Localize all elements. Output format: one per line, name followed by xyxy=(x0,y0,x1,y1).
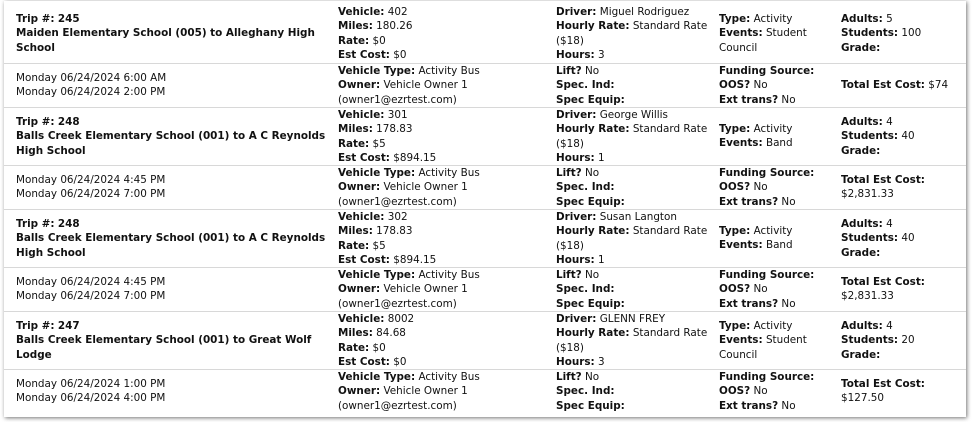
trip-end-time: Monday 06/24/2024 7:00 PM xyxy=(16,290,166,303)
oos-label: OOS? xyxy=(719,385,751,398)
vehicle-value: 302 xyxy=(387,211,408,223)
trip-route: Balls Creek Elementary School (001) to Great Wolf Lodge xyxy=(16,334,312,361)
driver-value: Miguel Rodriguez xyxy=(599,6,690,18)
trip-end-time: Monday 06/24/2024 7:00 PM xyxy=(16,188,166,201)
driver-info xyxy=(556,210,714,267)
driver-label: Driver: xyxy=(556,313,597,325)
events-value: Band xyxy=(765,239,793,252)
hours-value: 1 xyxy=(598,151,605,164)
students-value: 20 xyxy=(901,334,915,347)
vehicle-owner-info xyxy=(338,64,548,107)
vehicle-type-label: Vehicle Type: xyxy=(338,167,416,179)
oos-label: OOS? xyxy=(719,181,751,194)
driver-value: George Willis xyxy=(599,109,668,121)
ext-trans-value: No xyxy=(781,399,796,412)
vehicle-type-label: Vehicle Type: xyxy=(338,65,416,77)
trip-detail-row xyxy=(4,165,966,209)
adults-value: 4 xyxy=(886,116,893,128)
owner-email: (owner1@ezrtest.com) xyxy=(338,195,457,208)
vehicle-value: 8002 xyxy=(387,313,415,325)
trip-end-time: Monday 06/24/2024 2:00 PM xyxy=(16,86,166,99)
ext-trans-value: No xyxy=(781,195,796,208)
type-label: Type: xyxy=(719,225,751,237)
vehicle-type-label: Vehicle Type: xyxy=(338,269,416,281)
ext-trans-label: Ext trans? xyxy=(719,399,779,412)
ext-trans-label: Ext trans? xyxy=(719,93,779,106)
trip-info xyxy=(16,115,326,158)
total-est-cost-value: $2,831.33 xyxy=(841,290,894,303)
owner-label: Owner: xyxy=(338,181,381,194)
hours-value: 3 xyxy=(598,48,605,61)
spec-ind-label: Spec. Ind: xyxy=(556,181,615,194)
lift-label: Lift? xyxy=(556,65,582,77)
owner-email: (owner1@ezrtest.com) xyxy=(338,297,457,310)
vehicle-info xyxy=(338,108,548,165)
type-label: Type: xyxy=(719,13,751,25)
spec-ind-label: Spec. Ind: xyxy=(556,283,615,296)
total-est-cost-label: Total Est Cost: xyxy=(841,276,925,288)
funding-source-label: Funding Source: xyxy=(719,65,815,77)
grade-label: Grade: xyxy=(841,144,881,157)
miles-value: 178.83 xyxy=(376,123,413,136)
hourly-rate-label: Hourly Rate: xyxy=(556,20,630,33)
rate-label: Rate: xyxy=(338,137,370,150)
miles-label: Miles: xyxy=(338,20,373,33)
lift-value: No xyxy=(585,269,600,281)
vehicle-type-label: Vehicle Type: xyxy=(338,371,416,383)
students-label: Students: xyxy=(841,27,899,40)
trip-start-time: Monday 06/24/2024 4:45 PM xyxy=(16,174,166,186)
hourly-rate-value: Standard Rate ($18) xyxy=(556,20,708,47)
students-label: Students: xyxy=(841,334,899,347)
vehicle-owner-info xyxy=(338,268,548,311)
funding-info xyxy=(719,64,831,107)
trip-number: 248 xyxy=(57,116,80,128)
lift-label: Lift? xyxy=(556,167,582,179)
ext-trans-label: Ext trans? xyxy=(719,195,779,208)
adults-value: 4 xyxy=(886,320,893,332)
lift-label: Lift? xyxy=(556,269,582,281)
rate-value: $0 xyxy=(372,341,386,354)
equipment-info xyxy=(556,64,714,107)
spec-equip-label: Spec Equip: xyxy=(556,297,625,310)
funding-source-label: Funding Source: xyxy=(719,371,815,383)
lift-label: Lift? xyxy=(556,371,582,383)
trip-summary-row xyxy=(4,5,966,63)
oos-label: OOS? xyxy=(719,283,751,296)
miles-label: Miles: xyxy=(338,123,373,136)
rate-label: Rate: xyxy=(338,34,370,47)
hours-label: Hours: xyxy=(556,151,595,164)
trip-schedule xyxy=(16,275,326,304)
vehicle-info xyxy=(338,5,548,62)
adults-label: Adults: xyxy=(841,218,883,230)
vehicle-label: Vehicle: xyxy=(338,211,385,223)
trip-summary-row xyxy=(4,107,966,165)
vehicle-owner-info xyxy=(338,166,548,209)
oos-value: No xyxy=(753,283,768,296)
grade-label: Grade: xyxy=(841,41,881,54)
trip-start-time: Monday 06/24/2024 4:45 PM xyxy=(16,276,166,288)
owner-value: Vehicle Owner 1 xyxy=(383,181,468,194)
hourly-rate-label: Hourly Rate: xyxy=(556,327,630,340)
rate-label: Rate: xyxy=(338,341,370,354)
equipment-info xyxy=(556,166,714,209)
passenger-info xyxy=(841,319,963,362)
trip-info xyxy=(16,319,326,362)
vehicle-type-value: Activity Bus xyxy=(418,167,480,179)
est-cost-value: $0 xyxy=(393,355,407,368)
funding-info xyxy=(719,268,831,311)
trip-label: Trip #: xyxy=(16,218,55,230)
est-cost-value: $894.15 xyxy=(393,151,437,164)
miles-label: Miles: xyxy=(338,225,373,238)
hours-value: 3 xyxy=(598,355,605,368)
adults-label: Adults: xyxy=(841,13,883,25)
hours-label: Hours: xyxy=(556,48,595,61)
spec-equip-label: Spec Equip: xyxy=(556,93,625,106)
type-value: Activity xyxy=(753,320,793,332)
vehicle-value: 301 xyxy=(387,109,408,121)
type-label: Type: xyxy=(719,320,751,332)
ext-trans-value: No xyxy=(781,297,796,310)
miles-value: 84.68 xyxy=(376,327,406,340)
type-label: Type: xyxy=(719,123,751,135)
spec-equip-label: Spec Equip: xyxy=(556,399,625,412)
est-cost-value: $0 xyxy=(393,48,407,61)
total-est-cost-value: $2,831.33 xyxy=(841,188,894,201)
passenger-info xyxy=(841,115,963,158)
trip-end-time: Monday 06/24/2024 4:00 PM xyxy=(16,392,166,405)
rate-value: $5 xyxy=(372,137,386,150)
rate-label: Rate: xyxy=(338,239,370,252)
vehicle-label: Vehicle: xyxy=(338,109,385,121)
trip-detail-row xyxy=(4,63,966,107)
vehicle-info xyxy=(338,312,548,369)
miles-label: Miles: xyxy=(338,327,373,340)
students-value: 40 xyxy=(901,130,915,143)
owner-value: Vehicle Owner 1 xyxy=(383,79,468,92)
hours-label: Hours: xyxy=(556,355,595,368)
funding-source-label: Funding Source: xyxy=(719,269,815,281)
funding-source-label: Funding Source: xyxy=(719,167,815,179)
trip-schedule xyxy=(16,71,326,100)
trip-info xyxy=(16,217,326,260)
total-est-cost-label: Total Est Cost: xyxy=(841,378,925,390)
trip-label: Trip #: xyxy=(16,13,55,25)
hourly-rate-label: Hourly Rate: xyxy=(556,123,630,136)
miles-value: 180.26 xyxy=(376,20,413,33)
owner-label: Owner: xyxy=(338,79,381,92)
passenger-info xyxy=(841,12,963,55)
adults-value: 5 xyxy=(886,13,893,25)
events-label: Events: xyxy=(719,137,763,150)
est-cost-label: Est Cost: xyxy=(338,355,390,368)
funding-info xyxy=(719,166,831,209)
spec-equip-label: Spec Equip: xyxy=(556,195,625,208)
students-value: 40 xyxy=(901,232,915,245)
ext-trans-label: Ext trans? xyxy=(719,297,779,310)
trip-info xyxy=(16,12,326,55)
trip-summary-row xyxy=(4,311,966,369)
equipment-info xyxy=(556,268,714,311)
hourly-rate-value: Standard Rate ($18) xyxy=(556,123,708,150)
vehicle-type-value: Activity Bus xyxy=(418,65,480,77)
total-cost-info xyxy=(841,275,963,304)
grade-label: Grade: xyxy=(841,246,881,259)
students-label: Students: xyxy=(841,232,899,245)
activity-info xyxy=(719,12,831,55)
total-est-cost-value: $74 xyxy=(928,79,949,91)
trip-label: Trip #: xyxy=(16,320,55,332)
trip-schedule xyxy=(16,173,326,202)
trip-summary-row xyxy=(4,209,966,267)
events-label: Events: xyxy=(719,27,763,40)
trip-start-time: Monday 06/24/2024 6:00 AM xyxy=(16,72,167,84)
rate-value: $0 xyxy=(372,34,386,47)
lift-value: No xyxy=(585,65,600,77)
oos-value: No xyxy=(753,385,768,398)
events-label: Events: xyxy=(719,334,763,347)
owner-label: Owner: xyxy=(338,283,381,296)
vehicle-label: Vehicle: xyxy=(338,6,385,18)
oos-label: OOS? xyxy=(719,79,751,92)
hours-label: Hours: xyxy=(556,253,595,266)
lift-value: No xyxy=(585,371,600,383)
trip-report-sheet xyxy=(4,1,966,417)
trip-number: 248 xyxy=(57,218,80,230)
hourly-rate-value: Standard Rate ($18) xyxy=(556,225,708,252)
driver-info xyxy=(556,312,714,369)
miles-value: 178.83 xyxy=(376,225,413,238)
activity-info xyxy=(719,122,831,151)
vehicle-info xyxy=(338,210,548,267)
events-value: Student Council xyxy=(719,27,807,54)
est-cost-label: Est Cost: xyxy=(338,48,390,61)
type-value: Activity xyxy=(753,225,793,237)
trip-detail-row xyxy=(4,267,966,311)
total-cost-info xyxy=(841,377,963,406)
adults-label: Adults: xyxy=(841,116,883,128)
hours-value: 1 xyxy=(598,253,605,266)
driver-label: Driver: xyxy=(556,211,597,223)
driver-value: Susan Langton xyxy=(599,211,677,223)
driver-value: GLENN FREY xyxy=(599,313,666,325)
est-cost-value: $894.15 xyxy=(393,253,437,266)
total-cost-info xyxy=(841,173,963,202)
ext-trans-value: No xyxy=(781,93,796,106)
students-label: Students: xyxy=(841,130,899,143)
type-value: Activity xyxy=(753,123,793,135)
driver-info xyxy=(556,108,714,165)
owner-email: (owner1@ezrtest.com) xyxy=(338,399,457,412)
trip-start-time: Monday 06/24/2024 1:00 PM xyxy=(16,378,166,390)
hourly-rate-value: Standard Rate ($18) xyxy=(556,327,708,354)
owner-value: Vehicle Owner 1 xyxy=(383,385,468,398)
total-est-cost-label: Total Est Cost: xyxy=(841,79,925,91)
est-cost-label: Est Cost: xyxy=(338,151,390,164)
events-label: Events: xyxy=(719,239,763,252)
trip-detail-row xyxy=(4,369,966,415)
est-cost-label: Est Cost: xyxy=(338,253,390,266)
spec-ind-label: Spec. Ind: xyxy=(556,385,615,398)
trip-route: Maiden Elementary School (005) to Alleghany High School xyxy=(16,27,315,54)
adults-value: 4 xyxy=(886,218,893,230)
driver-label: Driver: xyxy=(556,109,597,121)
oos-value: No xyxy=(753,181,768,194)
adults-label: Adults: xyxy=(841,320,883,332)
vehicle-label: Vehicle: xyxy=(338,313,385,325)
owner-email: (owner1@ezrtest.com) xyxy=(338,93,457,106)
owner-value: Vehicle Owner 1 xyxy=(383,283,468,296)
events-value: Student Council xyxy=(719,334,807,361)
events-value: Band xyxy=(765,137,793,150)
funding-info xyxy=(719,370,831,413)
type-value: Activity xyxy=(753,13,793,25)
total-cost-info xyxy=(841,78,963,92)
trip-number: 247 xyxy=(57,320,80,332)
driver-info xyxy=(556,5,714,62)
trip-label: Trip #: xyxy=(16,116,55,128)
owner-label: Owner: xyxy=(338,385,381,398)
vehicle-value: 402 xyxy=(387,6,408,18)
activity-info xyxy=(719,319,831,362)
vehicle-type-value: Activity Bus xyxy=(418,269,480,281)
equipment-info xyxy=(556,370,714,413)
total-est-cost-value: $127.50 xyxy=(841,392,884,405)
trip-route: Balls Creek Elementary School (001) to A C Reynolds High School xyxy=(16,130,326,157)
driver-label: Driver: xyxy=(556,6,597,18)
hourly-rate-label: Hourly Rate: xyxy=(556,225,630,238)
oos-value: No xyxy=(753,79,768,92)
grade-label: Grade: xyxy=(841,348,881,361)
lift-value: No xyxy=(585,167,600,179)
passenger-info xyxy=(841,217,963,260)
spec-ind-label: Spec. Ind: xyxy=(556,79,615,92)
total-est-cost-label: Total Est Cost: xyxy=(841,174,925,186)
students-value: 100 xyxy=(901,27,922,40)
trip-schedule xyxy=(16,377,326,406)
rate-value: $5 xyxy=(372,239,386,252)
activity-info xyxy=(719,224,831,253)
vehicle-type-value: Activity Bus xyxy=(418,371,480,383)
trip-route: Balls Creek Elementary School (001) to A C Reynolds High School xyxy=(16,232,326,259)
vehicle-owner-info xyxy=(338,370,548,413)
trip-number: 245 xyxy=(57,13,80,25)
